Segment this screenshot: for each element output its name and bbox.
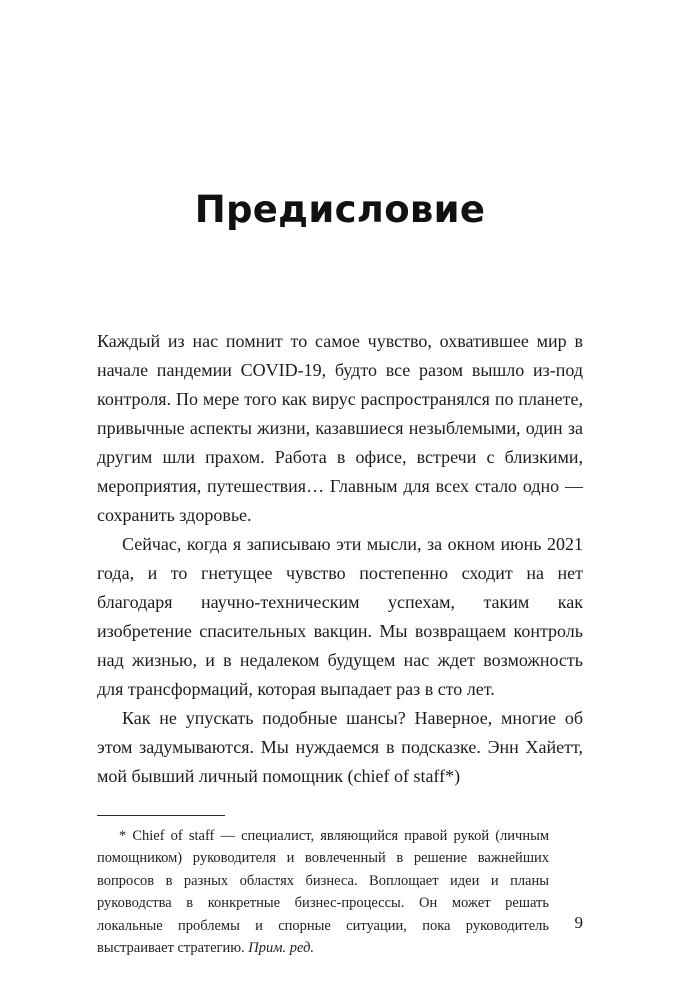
page-number: 9 [574,913,583,932]
chapter-title: Предисловие [194,188,486,231]
body-text [97,327,583,791]
text-block [97,0,583,974]
footnote-attribution: Прим. ред. [248,940,315,957]
paragraph-1: Каждый из нас помнит то самое чувство, охватившее мир в начале пандемии COVID-19, будто все разом вышло из-под контроля. По мере того как вирус распространялся по планете, привычные аспекты жизни, казавшиеся незыблемыми, один за другим шли прахом. Работа в офисе, встречи с близкими, мероприятия, путешествия… Главным для всех стало одно — сохранить здоровье. [97,330,583,525]
paragraph-2: Сейчас, когда я записываю эти мысли, за окном июнь 2021 года, и то гнетущее чувство постепенно сходит на нет благодаря научно-техническим успехам, таким как изобретение спасительных вакцин. Мы возвращаем контроль над жизнью, и в недалеком будущем нас ждет возможность для трансформаций, которая выпадает раз в сто лет. [97,533,583,699]
footnote-marker: * [119,827,127,844]
footnote-text: Chief of staff — специалист, являющийся правой рукой (личным помощником) руководителя и вовлеченный в решение важнейших вопросов в разных областях бизнеса. Воплощает идеи и планы руководства в конкретные бизнес-процессы. Он может решать локальные проблемы и спорные ситуации, пока руководитель выстраивает стратегию. [97,827,549,957]
footnote-divider [97,815,225,816]
footnote [97,825,549,960]
paragraph-3: Как не упускать подобные шансы? Наверное, многие об этом задумываются. Мы нуждаемся в подсказке. Энн Хайетт, мой бывший личный помощник (chief of staff*) [97,707,583,786]
